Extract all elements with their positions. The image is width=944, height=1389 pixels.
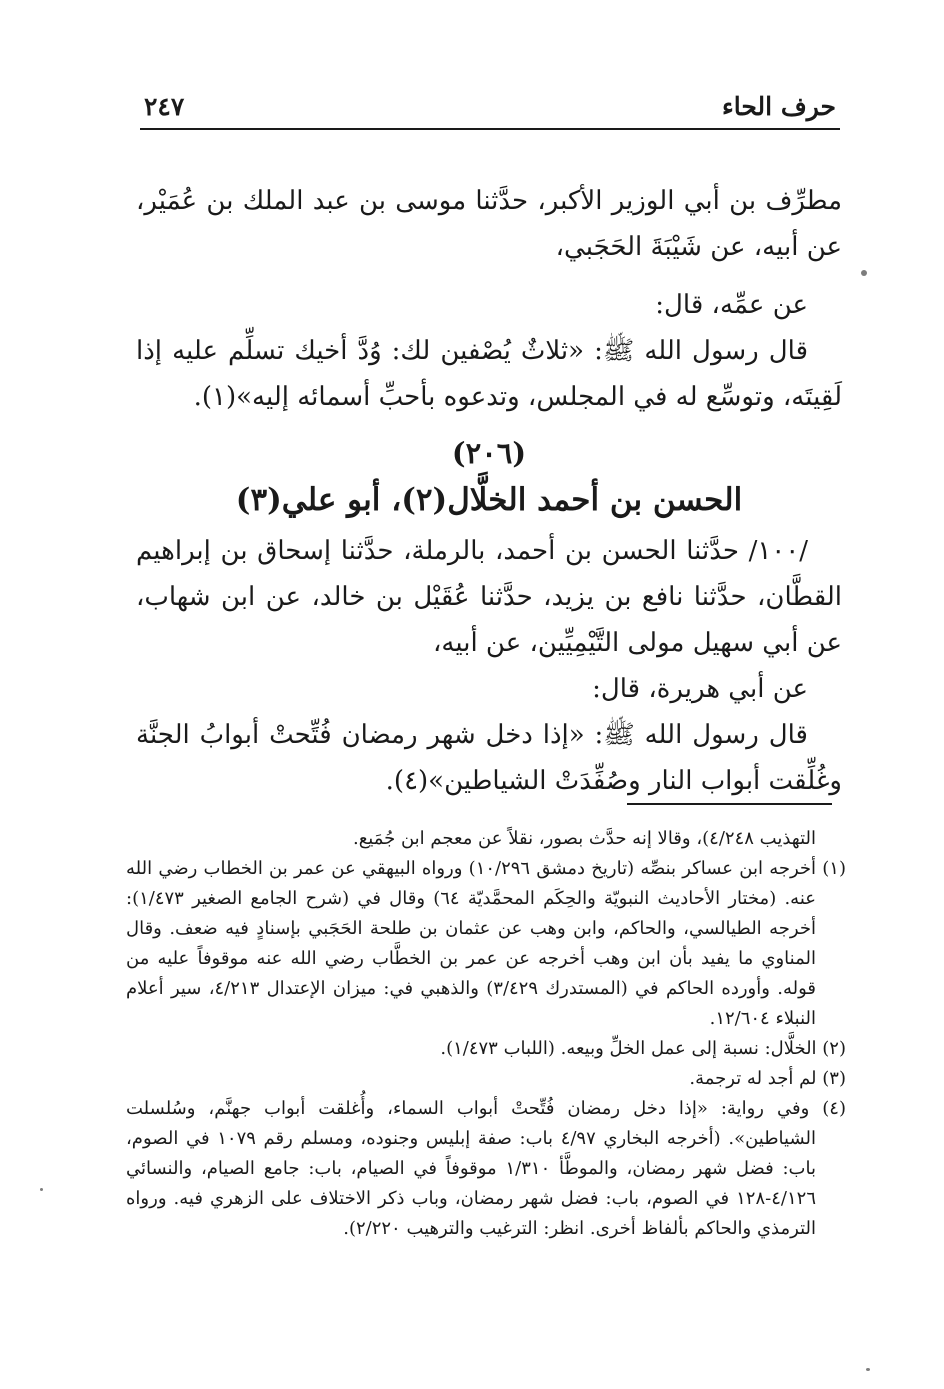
narration-chain-paragraph-2: /١٠٠/ حدَّثنا الحسن بن أحمد، بالرملة، حدَّثنا إسحاق بن إبراهيم القطَّان، حدَّثنا نافع بن يزيد، حدَّثنا عُقَيْل بن خالد، عن ابن شهاب، عن أبي سهيل مولى التَّيْمِيِّين، عن أبيه، — [136, 536, 842, 658]
narration-chain-paragraph: مطرِّف بن أبي الوزير الأكبر، حدَّثنا موسى بن عبد الملك بن عُمَيْر، عن أبيه، عن شَيْبَةَ الحَجَبي، — [136, 186, 842, 262]
footnote-1: (١) أخرجه ابن عساكر بنصِّه (تاريخ دمشق ١٠/٢٩٦) ورواه البيهقي عن عمر بن الخطاب رضي الله عنه. (مختار الأحاديث النبويّة والحِكَم المحمَّديّة ٦٤) وقال في (شرح الجامع الصغير ١/٤٧٣): أخرجه الطيالسي، والحاكم، وابن وهب عن عثمان بن طلحة الحَجَبي بإسنادٍ فيه ضعف. وقال المناوي ما يفيد بأن ابن وهب أخرجه عن عمر بن الخطَّاب رضي الله عنه موقوفاً عليه من قوله. وأورده الحاكم في (المستدرك ٣/٤٢٩) والذهبي في: ميزان الإعتدال ٤/٢١٣، سير أعلام النبلاء ١٢/٦٠٤. — [126, 858, 846, 1029]
entry-title: الحسن بن أحمد الخلَّال(٢)، أبو علي(٣) — [235, 482, 743, 518]
page-number: ٢٤٧ — [144, 92, 185, 121]
footnote-continuation: التهذيب ٤/٢٤٨)، وقالا إنه حدَّث بصور، نقلاً عن معجم ابن جُمَيع. — [352, 828, 816, 849]
scan-speck — [866, 1368, 870, 1371]
footnote-separator — [627, 803, 832, 805]
footnote-4: (٤) وفي رواية: «إذا دخل رمضان فُتِّحتْ أبواب السماء، وأُغلقت أبواب جهنَّم، وسُلسلت الشياطين». (أخرجه البخاري ٤/٩٧ باب: صفة إبليس وجنوده، ومسلم رقم ١٠٧٩ في الصوم، باب: فضل شهر رمضان، والموطَّأ ١/٣١٠ موقوفاً في الصيام، باب: جامع الصيام، والنسائي ٤/١٢٦-١٢٨ في الصوم، باب: فضل شهر رمضان، وباب ذكر الاختلاف على الزهري فيه. ورواه الترمذي والحاكم بألفاظ أخرى. انظر: الترغيب والترهيب ٢/٢٢٠). — [126, 1098, 846, 1239]
paragraph-gap — [136, 270, 842, 282]
main-text-block — [136, 178, 842, 804]
footnotes-block — [126, 824, 846, 1244]
footnote-2: (٢) الخلَّال: نسبة إلى عمل الخلِّ وبيعه. (اللباب ١/٤٧٣). — [440, 1038, 846, 1059]
chapter-title: حرف الحاء — [722, 92, 836, 121]
entry-number: (٢٠٦) — [451, 436, 527, 470]
narrator-line-2: عن أبي هريرة، قال: — [592, 674, 808, 704]
hadith-text-paragraph-2: قال رسول الله ﷺ: «إذا دخل شهر رمضان فُتِّحتْ أبوابُ الجنَّة وغُلِّقت أبواب النار وصُفِّدَتْ الشياطين»(٤). — [136, 720, 842, 796]
narrator-line: عن عمِّه، قال: — [655, 290, 808, 320]
footnote-3: (٣) لم أجد له ترجمة. — [689, 1068, 846, 1089]
hadith-text-paragraph: قال رسول الله ﷺ: «ثلاثٌ يُصْفين لك: وُدَّ أخيك تسلِّم عليه إذا لَقِيتَه، وتوسِّع له في المجلس، وتدعوه بأحبِّ أسمائه إليه»(١). — [136, 336, 842, 412]
scan-speck — [861, 270, 867, 276]
scan-speck — [40, 1188, 43, 1191]
running-header — [140, 88, 840, 130]
